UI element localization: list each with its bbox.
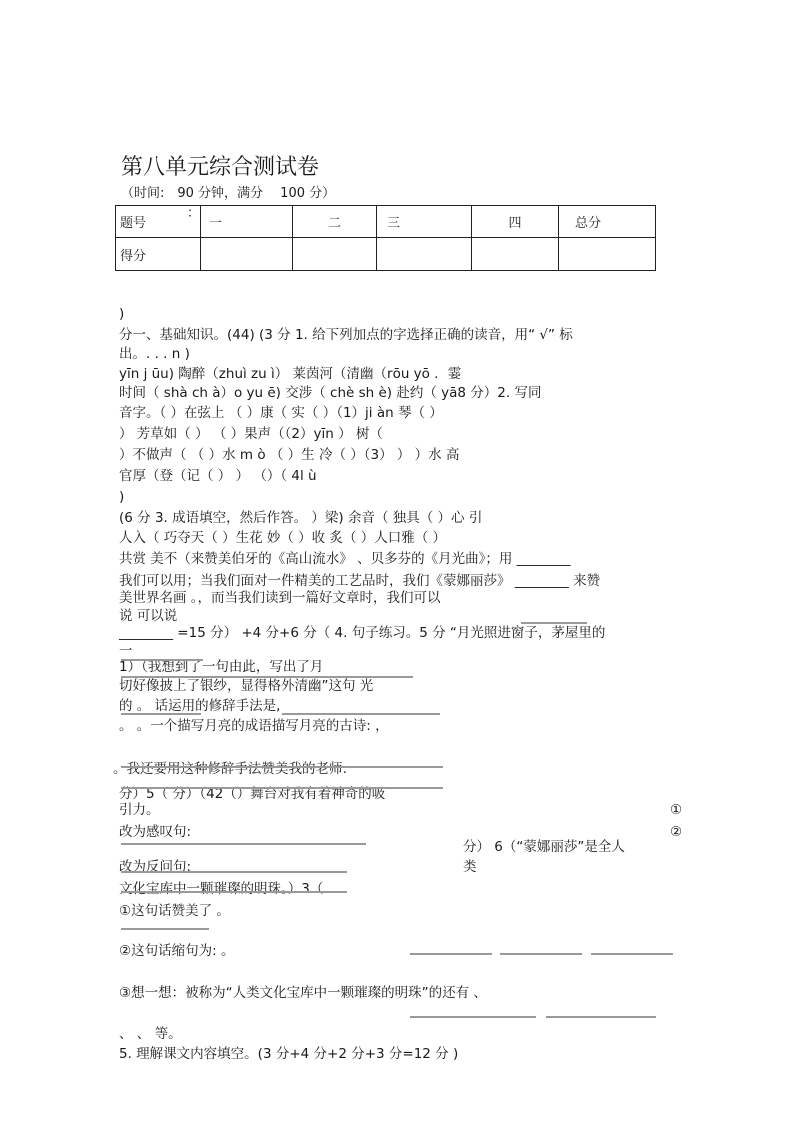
score-table-cell: 一 <box>201 206 293 238</box>
score-table <box>115 205 656 271</box>
text-line: 时间（ shà ch à）o yu ē) 交涉（ chè sh è) 赴约（ yā8 分）2. 写同 <box>119 385 542 401</box>
score-table-cell: 四 <box>472 206 559 238</box>
score-cell-empty[interactable] <box>472 238 559 271</box>
text-line: ） 芳草如（ ） （ ）果声（（2）yīn ） 树（ <box>119 426 383 442</box>
text-line: 出。. . . n ) <box>119 346 190 362</box>
text-fragment: 分） 6（“蒙娜丽莎”是全人 <box>463 839 625 855</box>
text-line: 。我还要用这种修辞手法赞美我的老师: <box>113 761 348 777</box>
score-cell-empty[interactable] <box>293 238 377 271</box>
page-title: 第八单元综合测试卷 <box>121 155 320 180</box>
text-line: ________ =15 分） +4 分+6 分（ 4. 句子练习。5 分 “月光照进窗子，茅屋里的 <box>119 625 606 641</box>
circled-mark: ② <box>670 824 683 840</box>
answer-line[interactable] <box>521 622 587 624</box>
answer-line[interactable] <box>121 787 443 789</box>
text-line: 官厚（登（记（ ） ） （）（ 4l ù <box>119 468 317 484</box>
answer-line[interactable] <box>121 713 201 715</box>
text-line: (6 分 3. 成语填空，然后作答。 ）梁) 余音（ 独具（ ）心 引 <box>119 510 483 526</box>
text-line: 切好像披上了银纱，显得格外清幽”这句 光 <box>119 678 374 694</box>
text-line: 人入（ 巧夺天（ ）生花 妙（ ）收 炙（ ）人口雅（ ） <box>119 530 447 546</box>
score-table-cell: 总分 <box>559 206 656 238</box>
text-line: 5. 理解课文内容填空。(3 分+4 分+2 分+3 分=12 分 ) <box>119 1046 459 1062</box>
text-line: ③想一想：被称为“人类文化宝库中一颗璀璨的明珠”的还有 、 <box>119 985 487 1001</box>
score-table-cell: 三 <box>377 206 472 238</box>
text-line: ) <box>119 306 125 322</box>
text-fragment: 类 <box>463 859 477 875</box>
score-table-score-row <box>116 238 656 271</box>
score-cell-empty[interactable] <box>377 238 472 271</box>
text-line: ）不做声（ （ ）水 m ò （ ）生 冷（ ）（3） ） ）水 高 <box>119 447 460 463</box>
score-cell-empty[interactable] <box>559 238 656 271</box>
answer-line[interactable] <box>121 676 413 678</box>
text-line: 美世界名画 。，而当我们读到一篇好文章时，我们可以 <box>119 590 441 606</box>
text-line: 分一、基础知识。(44) (3 分 1. 给下列加点的字选择正确的读音，用“ √” 标 <box>119 327 573 343</box>
answer-line[interactable] <box>546 1016 656 1018</box>
score-table-cell: 得分 <box>116 238 201 271</box>
answer-line[interactable] <box>121 843 366 845</box>
text-line: 一 <box>119 643 133 659</box>
answer-line[interactable] <box>121 871 347 873</box>
text-line: 共赏 美不（来赞美伯牙的《高山流水》 、贝多芬的《月光曲》；用 ________ <box>119 551 571 567</box>
text-line: 音字。（ ）在弦上 （ ）康（ 实（ ）（1）ji àn 琴（ ） <box>119 405 443 421</box>
text-line: ②这句话缩句为: 。 <box>119 943 235 959</box>
time-and-score-note: （时间: 90 分钟，满分 100 分） <box>121 186 336 201</box>
answer-line[interactable] <box>500 953 582 955</box>
text-line: ) <box>119 489 125 505</box>
answer-line[interactable] <box>121 928 209 930</box>
text-line: 1）（我想到了一句由此，写出了月 <box>119 659 324 675</box>
text-line: 我们可以用；当我们面对一件精美的工艺品时，我们《蒙娜丽莎》 ________ 来赞 <box>119 573 601 589</box>
stray-colon: ： <box>187 206 201 221</box>
text-line: 说 可以说 <box>119 608 178 624</box>
text-line: 、 、 等。 <box>119 1026 182 1042</box>
text-line: 。 。一个描写月亮的成语描写月亮的古诗: ， <box>119 718 389 734</box>
answer-line[interactable] <box>410 1016 536 1018</box>
text-line: 文化宝库中一颗璀璨的明珠。）3（. <box>119 881 328 897</box>
text-line: 改为反问句: <box>119 859 192 875</box>
answer-line[interactable] <box>282 713 440 715</box>
circled-mark: ① <box>670 802 683 818</box>
text-line: 引力。 <box>119 802 160 818</box>
score-table-cell: 题号 <box>116 206 201 238</box>
text-line: ①这句话赞美了 。 <box>119 903 230 919</box>
score-table-cell: 二 <box>293 206 377 238</box>
answer-line[interactable] <box>591 953 673 955</box>
text-line: 改为感叹句: <box>119 824 192 840</box>
answer-line[interactable] <box>410 953 492 955</box>
text-line: 分）5（ 分）（42（）舞台对我有着神奇的吸 <box>119 786 386 802</box>
answer-line[interactable] <box>121 891 347 893</box>
score-cell-empty[interactable] <box>201 238 293 271</box>
answer-line[interactable] <box>121 659 203 661</box>
text-line: yīn j ūu) 陶醉（zhuì zu ì） 莱茵河（清幽（rōu yō ．霎 <box>119 366 462 382</box>
score-table-header-row <box>116 206 656 238</box>
answer-line[interactable] <box>121 766 443 768</box>
text-line: 的 。 话运用的修辞手法是, <box>119 698 281 714</box>
